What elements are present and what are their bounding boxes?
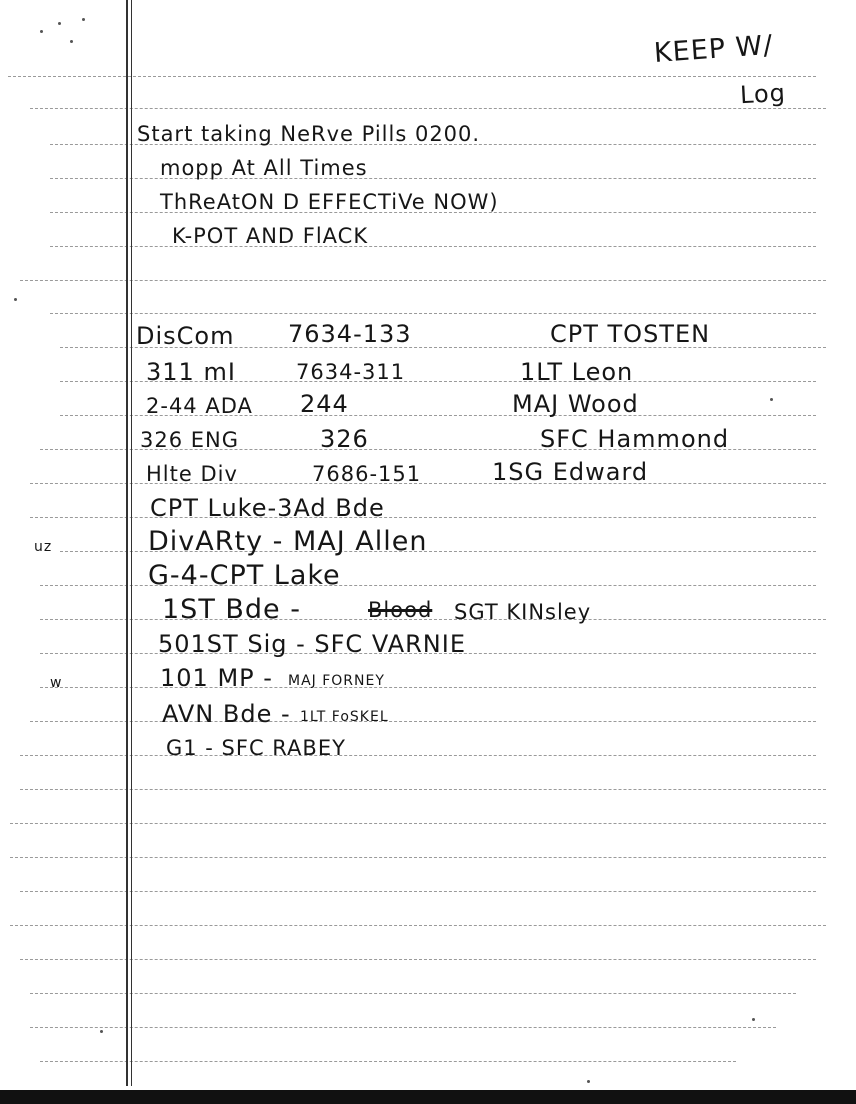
contact-line: SGT KINsley [454,600,592,624]
keep-with-log-note: KEEP W/ [652,29,775,69]
contact-unit: 2-44 ADA [146,394,253,418]
ruled-line [50,246,816,247]
scan-speck [70,40,73,43]
ruled-line [20,891,816,892]
scan-speck [40,30,43,33]
ruled-line [30,1027,776,1028]
ruled-line [8,76,816,77]
ruled-line [40,1061,736,1062]
scan-speck [58,22,61,25]
scan-speck [14,298,17,301]
scan-speck [770,398,773,401]
scan-bottom-edge [0,1090,856,1104]
scan-speck [587,1080,590,1083]
contact-line: 101 MP - [160,664,273,692]
crossed-out-word: Blood [368,598,433,622]
note-line: K-POT AND FlACK [172,224,369,248]
scan-speck [100,1030,103,1033]
ruled-line [20,959,816,960]
contact-unit: Hlte Div [146,462,238,486]
ruled-line [30,721,816,722]
margin-mark: w [50,675,63,691]
ruled-line [30,517,816,518]
margin-line [126,0,128,1086]
log-note: Log [739,78,787,110]
ruled-line [10,857,826,858]
scan-speck [752,1018,755,1021]
note-line: ThReAtON D EFFECTiVe NOW) [160,190,499,214]
scan-speck [82,18,85,21]
margin-line [131,0,132,1086]
contact-line: G1 - SFC RABEY [166,736,346,760]
ruled-line [30,108,826,109]
contact-name: SFC Hammond [540,425,730,453]
contact-number: 326 [320,425,369,453]
contact-line: DivARty - MAJ Allen [148,526,428,557]
ruled-line [30,993,796,994]
contact-name: CPT TOSTEN [550,320,711,348]
contact-unit: 311 mI [146,358,236,386]
contact-line: 1ST Bde - [162,594,301,625]
contact-line: 501ST Sig - SFC VARNIE [158,630,466,658]
ruled-line [20,755,816,756]
contact-line: G-4-CPT Lake [148,560,341,591]
contact-name: 1LT Leon [520,358,634,386]
ruled-line [50,313,816,314]
contact-line: MAJ FORNEY [288,673,385,689]
ruled-line [40,687,816,688]
contact-number: 7634-311 [296,360,406,384]
ruled-line [10,823,826,824]
contact-unit: 326 ENG [140,428,240,452]
ruled-line [20,280,826,281]
note-line: Start taking NeRve Pills 0200. [137,122,481,146]
contact-line: 1LT FoSKEL [300,709,389,725]
note-line: mopp At All Times [160,156,368,180]
ruled-line [40,619,826,620]
ruled-line [20,789,826,790]
contact-unit: DisCom [136,322,235,350]
contact-number: 7634-133 [288,320,412,348]
contact-number: 7686-151 [312,462,422,486]
contact-name: 1SG Edward [492,458,649,486]
contact-name: MAJ Wood [512,390,639,418]
contact-number: 244 [300,390,349,418]
contact-line: AVN Bde - [162,700,291,728]
margin-mark: uz [34,539,53,555]
ruled-line [10,925,826,926]
contact-line: CPT Luke-3Ad Bde [150,494,385,522]
